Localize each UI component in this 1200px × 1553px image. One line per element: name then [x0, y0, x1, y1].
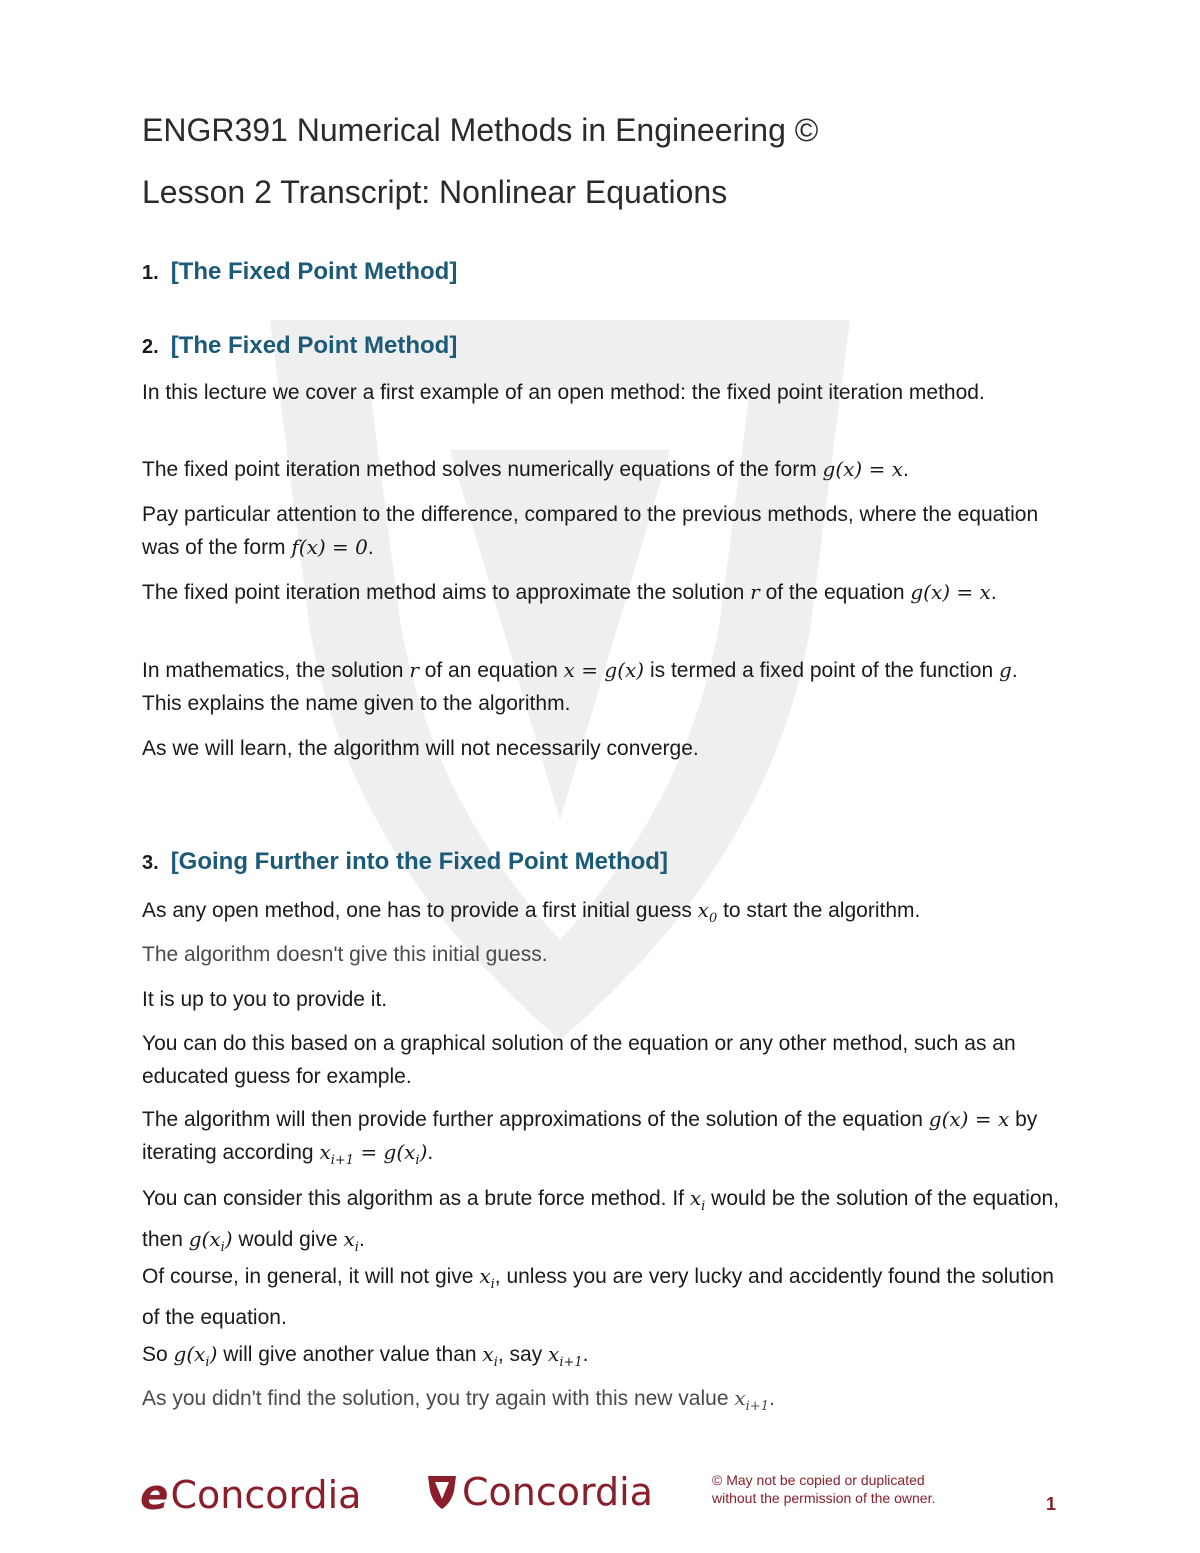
econcordia-logo [140, 1470, 361, 1519]
math-expression: r [409, 658, 419, 682]
econcordia-logo-mark: e [140, 1470, 169, 1519]
math-expression: $x_i$ [689, 1186, 706, 1214]
math-expression: $x_{i+1}$ [734, 1386, 769, 1414]
section-title: [The Fixed Point Method] [170, 332, 458, 359]
section-heading-2 [142, 332, 457, 360]
paragraph: As any open method, one has to provide a first initial guess $x_0$ to start the algorithm. [142, 898, 921, 926]
page-number: 1 [1046, 1494, 1057, 1514]
paragraph: So $g(x_i)$ will give another value than $x_i$, say $x_{i+1}$. [142, 1342, 589, 1370]
paragraph: In this lecture we cover a first example of an open method: the fixed point iteration method. [142, 381, 985, 404]
paragraph: As you didn't find the solution, you try again with this new value $x_{i+1}$. [142, 1386, 775, 1414]
math-expression: $x_i$ [482, 1342, 498, 1370]
math-expression: $x_{i+1}$ [548, 1342, 583, 1370]
paragraph: The algorithm doesn't give this initial guess. [142, 943, 548, 966]
math-expression: g [999, 658, 1012, 682]
paragraph: You can do this based on a graphical solution of the equation or any other method, such as an educated guess for example. [142, 1032, 1016, 1088]
concordia-logo [426, 1470, 653, 1514]
document-title: ENGR391 Numerical Methods in Engineering © [142, 112, 819, 148]
paragraph: The fixed point iteration method solves numerically equations of the form g(x) = x. [142, 457, 909, 481]
paragraph: The fixed point iteration method aims to approximate the solution r of the equation g(x) = x. [142, 580, 997, 604]
section-number: 1. [142, 262, 159, 284]
math-expression: $x_{i+1} = g(x_i)$ [319, 1140, 428, 1168]
section-title: [Going Further into the Fixed Point Method] [170, 848, 668, 875]
document-subtitle: Lesson 2 Transcript: Nonlinear Equations [142, 174, 728, 210]
paragraph: The algorithm will then provide further approximations of the solution of the equation g(x) = x by iterating according $x_{i+1} = g(x_i)$. [142, 1107, 1038, 1168]
paragraph: It is up to you to provide it. [142, 988, 388, 1011]
math-expression: $g(x_i)$ [188, 1227, 233, 1255]
paragraph: You can consider this algorithm as a brute force method. If $x_i$ would be the solution of the equation, then $g(x_i)$ would give $x_i$. [142, 1186, 1060, 1255]
econcordia-logo-text: Concordia [170, 1472, 362, 1517]
math-expression: f(x) = 0 [291, 535, 368, 559]
math-expression: g(x) = x [822, 457, 903, 481]
section-number: 3. [142, 852, 159, 874]
concordia-logo-text: Concordia [462, 1470, 653, 1514]
math-expression: r [750, 580, 760, 604]
concordia-shield-icon [426, 1473, 458, 1511]
math-expression: $x_i$ [343, 1227, 359, 1255]
math-expression: x = g(x) [563, 658, 645, 682]
math-expression: g(x) = x [910, 580, 991, 604]
math-expression: $x_0$ [697, 898, 718, 926]
paragraph: Pay particular attention to the difference, compared to the previous methods, where the equation was of the form f(x) = 0. [142, 503, 1039, 559]
math-expression: $x_i$ [479, 1264, 495, 1292]
section-number: 2. [142, 336, 159, 358]
copyright-notice: © May not be copied or duplicated without the permission of the owner. [712, 1472, 936, 1506]
paragraph: In mathematics, the solution r of an equation x = g(x) is termed a fixed point of the function g. This explains the name given to the algorithm. [142, 658, 1018, 715]
paragraph: Of course, in general, it will not give $x_i$, unless you are very lucky and accidently found the solution of the equation. [142, 1264, 1054, 1329]
section-title: [The Fixed Point Method] [170, 258, 458, 285]
section-heading-3 [142, 848, 668, 876]
paragraph: As we will learn, the algorithm will not necessarily converge. [142, 737, 699, 760]
math-expression: g(x) = x [928, 1107, 1010, 1131]
math-expression: $g(x_i)$ [173, 1342, 218, 1370]
section-heading-1 [142, 258, 457, 286]
